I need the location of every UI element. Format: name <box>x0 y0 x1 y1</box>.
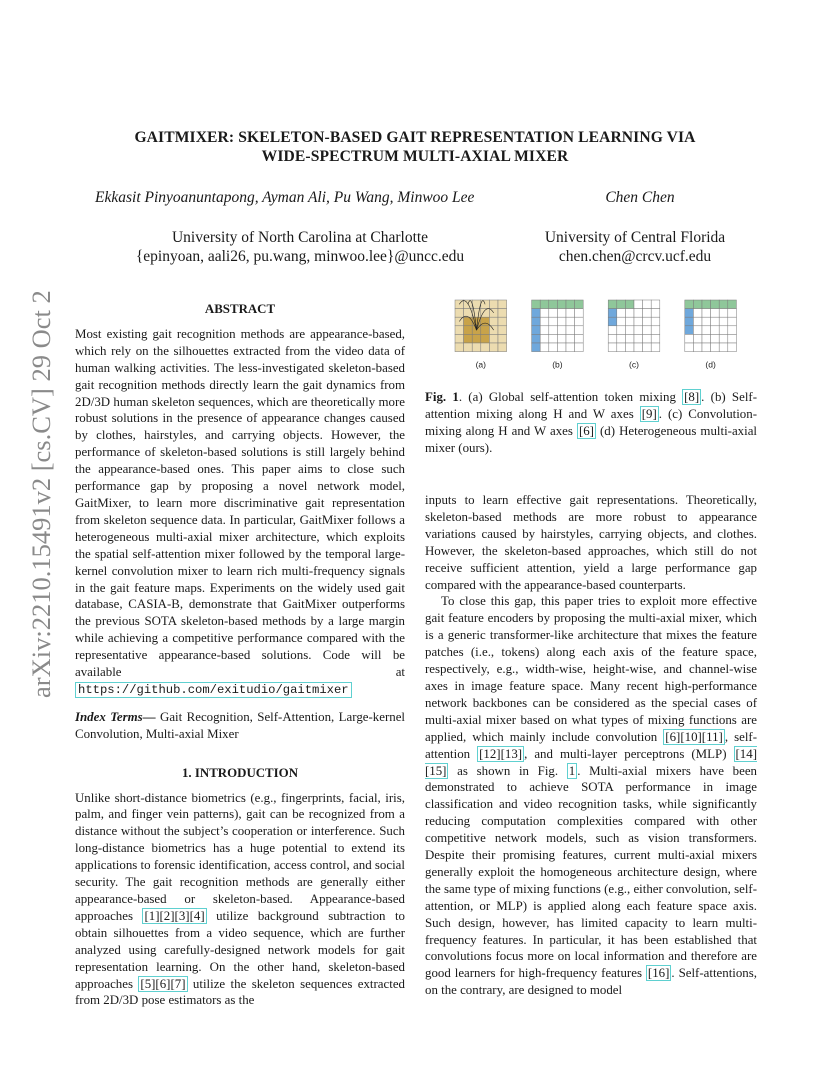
grid-cell <box>702 300 711 309</box>
grid-cell <box>498 334 507 343</box>
grid-cell <box>719 343 728 352</box>
grid-cell <box>728 334 737 343</box>
grid-cell <box>651 326 660 335</box>
figure-caption <box>425 389 757 457</box>
grid-cell <box>685 334 694 343</box>
grid-cell <box>711 309 720 318</box>
grid-cell <box>634 326 643 335</box>
grid-cell <box>617 300 626 309</box>
grid-cell <box>498 309 507 318</box>
grid-cell <box>711 343 720 352</box>
grid-cell <box>549 309 558 318</box>
grid-cell <box>702 309 711 318</box>
grid-cell <box>566 334 575 343</box>
p2-text-d: as shown in Fig. <box>448 763 567 778</box>
title-line-1: GAITMIXER: SKELETON-BASED GAIT REPRESENTATION LEARNING VIA <box>134 129 696 146</box>
caption-text-c: . (c) Convolution-mixing along H and W axes <box>425 406 757 438</box>
grid-cell <box>634 343 643 352</box>
grid-cell <box>455 334 464 343</box>
index-terms <box>75 709 405 743</box>
intro-text-b: utilize background subtraction to obtain silhouettes from a video sequence, which are further analyzed using carefully-designed network models for gait representation learning. On the other hand, skeleton-based approaches <box>75 908 405 991</box>
grid-cell <box>489 309 498 318</box>
grid-cell <box>693 326 702 335</box>
grid-cell <box>464 317 473 326</box>
grid-cell <box>617 334 626 343</box>
grid-cell <box>549 343 558 352</box>
figure-panel-label: (a) <box>475 359 486 370</box>
grid-cell <box>634 317 643 326</box>
grid-cell <box>643 334 652 343</box>
grid-cell <box>608 334 617 343</box>
grid-cell <box>455 343 464 352</box>
citation-link[interactable]: [14] [15] <box>425 746 757 778</box>
grid-cell <box>702 343 711 352</box>
grid-cell <box>489 317 498 326</box>
grid-cell <box>651 309 660 318</box>
affiliation-left-name: University of North Carolina at Charlotte <box>171 229 429 246</box>
caption-text-a: . (a) Global self-attention token mixing <box>458 390 683 404</box>
grid-cell <box>643 309 652 318</box>
grid-cell <box>693 300 702 309</box>
intro-paragraph <box>75 790 405 1010</box>
figure-panel-label: (c) <box>629 359 639 370</box>
affiliation-left-emails: {epinyoan, aali26, pu.wang, minwoo.lee}@uncc.edu <box>135 248 465 265</box>
code-link[interactable]: https://github.com/exitudio/gaitmixer <box>75 682 352 698</box>
grid-cell <box>566 326 575 335</box>
left-column <box>75 301 405 1009</box>
authors-left: Ekkasit Pinyoanuntapong, Ayman Ali, Pu Wang, Minwoo Lee <box>95 189 475 206</box>
grid-cell <box>566 343 575 352</box>
grid-cell <box>557 326 566 335</box>
grid-cell <box>498 300 507 309</box>
grid-cell <box>643 300 652 309</box>
grid-cell <box>685 343 694 352</box>
affiliation-left <box>80 228 520 266</box>
p2-text-b: , self-attention <box>425 729 757 761</box>
grid-cell <box>549 334 558 343</box>
grid-cell <box>472 300 481 309</box>
figure-1-graphic <box>425 298 755 376</box>
title-line-2: WIDE-SPECTRUM MULTI-AXIAL MIXER <box>261 148 569 165</box>
grid-cell <box>481 343 490 352</box>
grid-cell <box>728 309 737 318</box>
grid-cell <box>651 343 660 352</box>
grid-cell <box>625 300 634 309</box>
grid-cell <box>566 300 575 309</box>
grid-cell <box>625 326 634 335</box>
grid-cell <box>608 300 617 309</box>
grid-cell <box>549 326 558 335</box>
grid-cell <box>634 309 643 318</box>
grid-cell <box>532 309 541 318</box>
grid-cell <box>489 300 498 309</box>
citation-link[interactable]: [9] <box>641 406 657 421</box>
grid-cell <box>711 334 720 343</box>
grid-cell <box>481 326 490 335</box>
grid-cell <box>455 326 464 335</box>
caption-text-b: . (b) Self-attention mixing along H and W axes <box>425 390 757 421</box>
grid-cell <box>566 309 575 318</box>
grid-cell <box>617 343 626 352</box>
grid-cell <box>643 326 652 335</box>
index-terms-text: Gait Recognition, Self-Attention, Large-kernel Convolution, Multi-axial Mixer <box>75 709 405 741</box>
grid-cell <box>728 326 737 335</box>
grid-cell <box>566 317 575 326</box>
grid-cell <box>464 343 473 352</box>
grid-cell <box>575 343 584 352</box>
grid-cell <box>643 317 652 326</box>
abstract-heading: ABSTRACT <box>204 302 276 316</box>
grid-cell <box>711 326 720 335</box>
citation-link[interactable]: [12][13] <box>479 746 523 761</box>
grid-cell <box>693 334 702 343</box>
grid-cell <box>557 300 566 309</box>
grid-cell <box>634 334 643 343</box>
grid-cell <box>498 317 507 326</box>
grid-cell <box>498 343 507 352</box>
grid-cell <box>625 334 634 343</box>
grid-cell <box>719 309 728 318</box>
grid-cell <box>617 326 626 335</box>
affiliation-right-name: University of Central Florida <box>544 229 726 246</box>
grid-cell <box>481 317 490 326</box>
citation-link[interactable]: [16] <box>647 966 670 981</box>
grid-cell <box>685 326 694 335</box>
intro-text-c: utilize the skeleton sequences extracted from 2D/3D pose estimators as the <box>75 976 405 1008</box>
grid-cell <box>651 334 660 343</box>
p2-text-a: To close this gap, this paper tries to exploit more effective gait feature encoders by proposing the multi-axial mixer, which is a generic transformer-like architecture that mixes the feature patches (i.e., tokens) along each axis of the feature space, respectively, e.g., width-wise, height-wise, and channel-wise axes in image feature space. Many recent high-performance network backbones can be considered as the special cases of multi-axial mixer based on what types of mixing functions are applied, which mainly include convolution <box>425 594 757 744</box>
grid-cell <box>549 317 558 326</box>
citation-link[interactable]: [1][2][3][4] <box>144 908 205 923</box>
grid-cell <box>540 334 549 343</box>
arxiv-identifier <box>14 290 62 700</box>
grid-cell <box>702 326 711 335</box>
index-terms-label: Index Terms— <box>75 709 156 724</box>
right-column <box>425 492 757 999</box>
grid-cell <box>702 334 711 343</box>
grid-cell <box>608 317 617 326</box>
intro-text-a: Unlike short-distance biometrics (e.g., fingerprints, facial, iris, palm, and finger vein patterns), gait can be recognized from a distance without the subject’s cooperation or interference. Such long-distance biometrics has a huge potential to extend its applications to forensic identification, access control, and social security. The gait recognition methods are generally either appearance-based or skeleton-based. Appearance-based approaches <box>75 790 405 923</box>
grid-cell <box>719 334 728 343</box>
figure-panel <box>608 300 660 370</box>
grid-cell <box>608 326 617 335</box>
grid-cell <box>472 343 481 352</box>
citation-link[interactable]: [6] <box>578 423 594 438</box>
arxiv-id-text: arXiv:2210.15491v2 [cs.CV] 29 Oct 2022 <box>26 290 56 698</box>
grid-cell <box>549 300 558 309</box>
grid-cell <box>540 343 549 352</box>
figure-panel-label: (d) <box>705 359 716 370</box>
grid-cell <box>575 317 584 326</box>
figure-panel <box>685 300 737 370</box>
grid-cell <box>464 334 473 343</box>
grid-cell <box>625 317 634 326</box>
grid-cell <box>575 300 584 309</box>
grid-cell <box>540 326 549 335</box>
grid-cell <box>540 317 549 326</box>
grid-cell <box>489 334 498 343</box>
grid-cell <box>693 309 702 318</box>
figure-1 <box>425 298 755 376</box>
grid-cell <box>557 343 566 352</box>
citation-link[interactable]: [8] <box>684 390 700 404</box>
grid-cell <box>557 309 566 318</box>
grid-cell <box>557 334 566 343</box>
grid-cell <box>532 334 541 343</box>
grid-cell <box>532 300 541 309</box>
citation-link[interactable]: [5][6][7] <box>140 976 186 991</box>
grid-cell <box>693 317 702 326</box>
grid-cell <box>643 343 652 352</box>
grid-cell <box>651 317 660 326</box>
grid-cell <box>685 317 694 326</box>
grid-cell <box>557 317 566 326</box>
grid-cell <box>532 317 541 326</box>
grid-cell <box>634 300 643 309</box>
authors-right: Chen Chen <box>605 189 675 206</box>
caption-label: Fig. 1 <box>425 390 459 404</box>
grid-cell <box>455 309 464 318</box>
grid-cell <box>702 317 711 326</box>
grid-cell <box>540 300 549 309</box>
grid-cell <box>685 300 694 309</box>
intro-heading: 1. INTRODUCTION <box>181 765 299 780</box>
grid-cell <box>719 300 728 309</box>
grid-cell <box>540 309 549 318</box>
grid-cell <box>719 326 728 335</box>
grid-cell <box>608 343 617 352</box>
grid-cell <box>472 334 481 343</box>
grid-cell <box>575 334 584 343</box>
grid-cell <box>498 326 507 335</box>
grid-cell <box>719 317 728 326</box>
grid-cell <box>575 326 584 335</box>
p2-text-c: , and multi-layer perceptrons (MLP) <box>524 746 734 761</box>
grid-cell <box>481 334 490 343</box>
grid-cell <box>489 343 498 352</box>
citation-link[interactable]: [6][10][11] <box>665 729 723 744</box>
abstract-body <box>75 326 405 699</box>
grid-cell <box>455 317 464 326</box>
figure-link[interactable]: 1 <box>568 763 576 778</box>
grid-cell <box>617 317 626 326</box>
grid-cell <box>711 317 720 326</box>
grid-cell <box>532 343 541 352</box>
grid-cell <box>685 309 694 318</box>
paper-title <box>90 128 740 166</box>
grid-cell <box>728 343 737 352</box>
grid-cell <box>608 309 617 318</box>
grid-cell <box>625 309 634 318</box>
grid-cell <box>728 317 737 326</box>
grid-cell <box>617 309 626 318</box>
figure-panel-label: (b) <box>552 359 563 370</box>
grid-cell <box>532 326 541 335</box>
affiliation-right-email: chen.chen@crcv.ucf.edu <box>558 248 712 265</box>
grid-cell <box>651 300 660 309</box>
p2-text-e: . Multi-axial mixers have been demonstrated to achieve SOTA performance in image classification and video recognition tasks, while significantly reducing computation complexities compared with other competitive network models, such as vision transformers. Despite their promising features, current multi-axial mixers generally exploit the homogeneous architecture design, where the same type of mixing functions (e.g., either convolution, self-attention, or MLP) is applied along each feature space axis. Such design, however, has limited capacity to learn multi-frequency features. In particular, it has been established that convolutions focus more on local information and therefore are good learners for high-frequency features <box>425 763 757 981</box>
affiliation-right <box>520 228 750 266</box>
grid-cell <box>693 343 702 352</box>
caption-text-d: (d) Heterogeneous multi-axial mixer (ours). <box>425 423 757 455</box>
grid-cell <box>728 300 737 309</box>
figure-panel <box>455 300 507 370</box>
figure-panel <box>532 300 584 370</box>
grid-cell <box>464 326 473 335</box>
p2-text-f: . Self-attentions, on the contrary, are designed to model <box>425 966 757 998</box>
grid-cell <box>711 300 720 309</box>
grid-cell <box>575 309 584 318</box>
grid-cell <box>625 343 634 352</box>
right-paragraph-1: inputs to learn effective gait representations. Theoretically, skeleton-based methods are more robust to appearance variations caused by hairstyles, carrying objects, and clothes. However, the skeleton-based approaches, which still do not receive sufficient attention, yield a large performance gap compared with the appearance-based counterparts. <box>425 493 757 592</box>
right-paragraph-2 <box>425 593 757 999</box>
abstract-text: Most existing gait recognition methods are appearance-based, which rely on the silhouettes extracted from the video data of human walking activities. The less-investigated skeleton-based gait recognition methods directly learn the gait dynamics from 2D/3D human skeleton sequences, which are theoretically more robust solutions in the presence of appearance changes caused by clothes, hairstyles, and carrying objects. However, the performance of skeleton-based solutions is still largely behind the appearance-based ones. This paper aims to close such performance gap by proposing a novel network model, GaitMixer, to learn more discriminative gait representation from skeleton sequence data. In particular, GaitMixer follows a heterogeneous multi-axial mixer architecture, which exploits the spatial self-attention mixer followed by the temporal large-kernel convolution mixer to learn rich multi-frequency signals in the gait feature maps. Experiments on the widely used gait database, CASIA-B, demonstrate that GaitMixer outperforms the previous SOTA skeleton-based methods by a large margin while achieving a competitive performance compared with the representative appearance-based solutions. Code will be available at <box>75 326 405 680</box>
